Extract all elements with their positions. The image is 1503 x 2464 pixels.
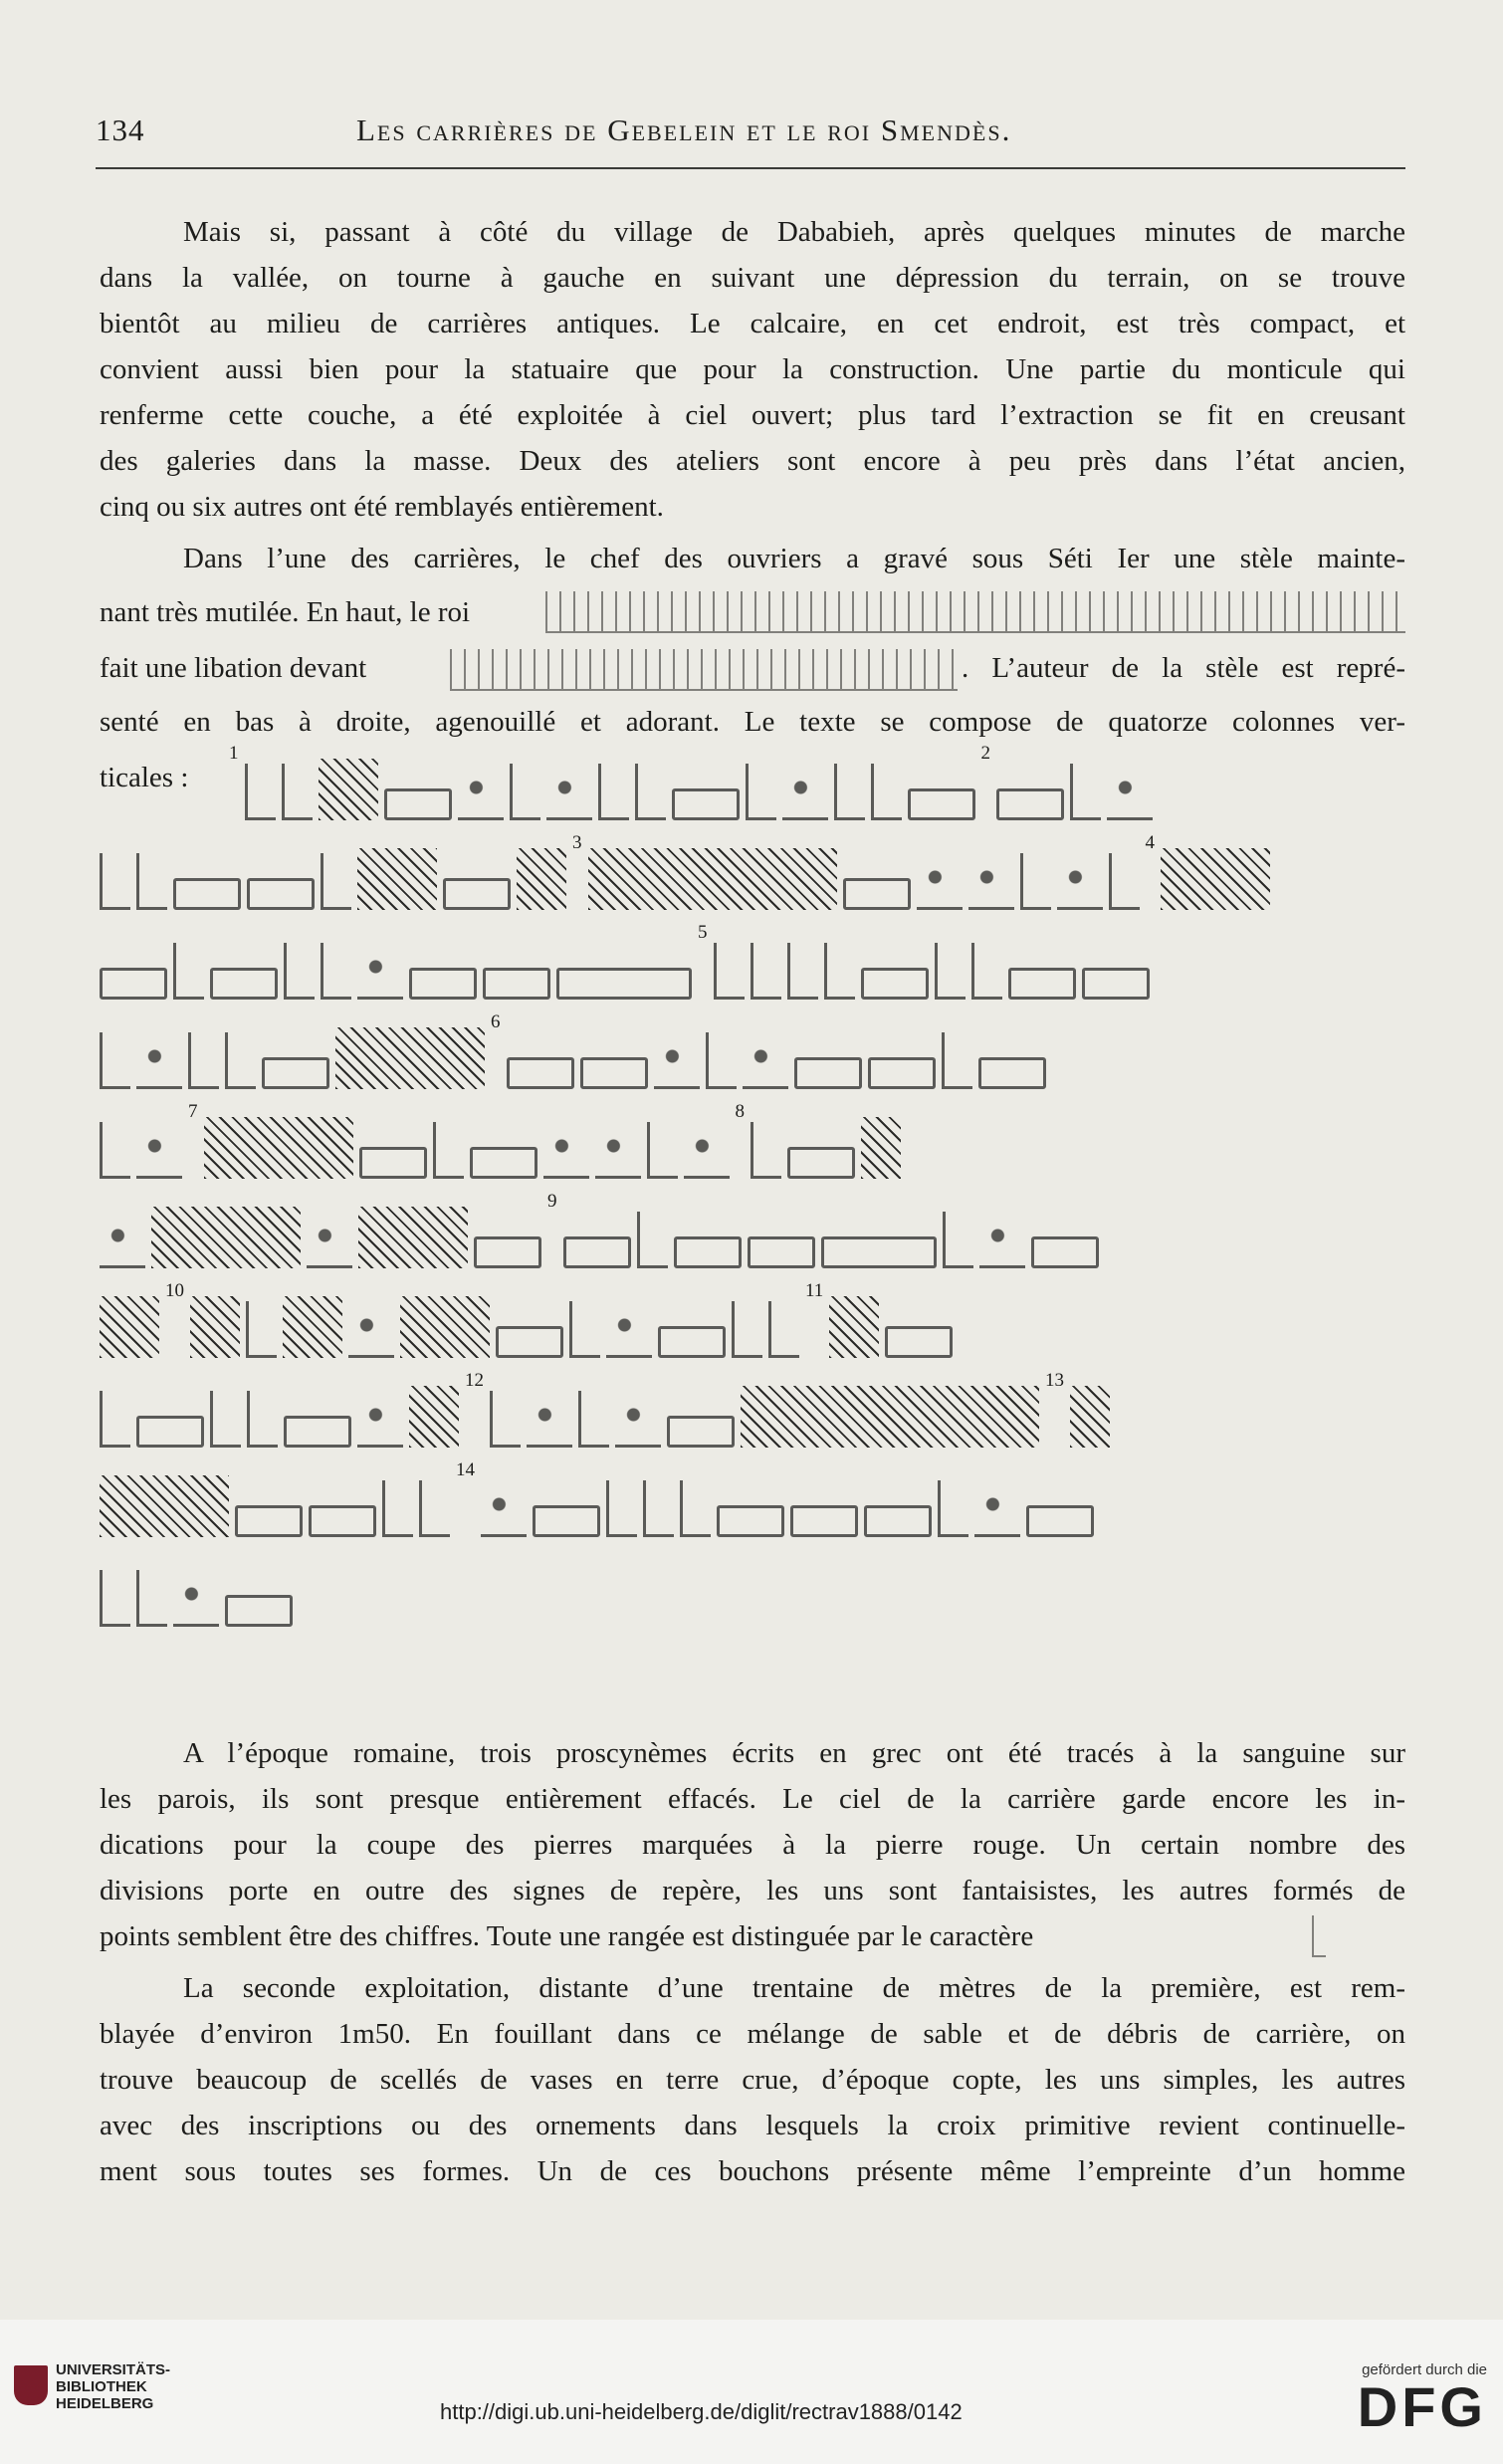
hieroglyph — [635, 764, 666, 820]
hieroglyph — [100, 1032, 130, 1089]
hieroglyph — [409, 968, 477, 1000]
hieroglyph — [173, 1574, 219, 1627]
paragraph-line: bientôt au milieu de carrières antiques. Le calcaire, en cet endroit, est très compact, et — [100, 308, 1405, 339]
lacuna — [335, 1027, 485, 1089]
hieroglyph — [861, 968, 929, 1000]
hieroglyph — [1082, 968, 1150, 1000]
hieroglyph — [563, 1236, 631, 1268]
hieroglyph — [136, 1570, 167, 1627]
hieroglyph — [871, 764, 902, 820]
hieroglyph — [732, 1301, 762, 1358]
paragraph-line: les parois, ils sont presque entièrement effacés. Le ciel de la carrière garde encore les in- — [100, 1783, 1405, 1815]
hieroglyph — [598, 764, 629, 820]
column-number: 10 — [165, 1280, 184, 1301]
hieroglyph — [834, 764, 865, 820]
lacuna — [861, 1117, 901, 1179]
hieroglyph — [247, 1391, 278, 1448]
hieroglyph — [282, 764, 313, 820]
lacuna — [151, 1207, 301, 1268]
hieroglyph — [284, 1416, 351, 1448]
paragraph-line: renferme cette couche, a été exploitée à ciel ouvert; plus tard l’extraction se fit en creusant — [100, 399, 1405, 431]
hiero-row — [100, 1101, 1405, 1179]
hiero-row — [229, 743, 1405, 820]
paragraph-line: points semblent être des chiffres. Toute une rangée est distinguée par le caractère — [100, 1920, 1034, 1952]
hieroglyph — [938, 1480, 968, 1537]
hieroglyph — [782, 768, 828, 820]
page-number: 134 — [96, 112, 145, 147]
hieroglyph — [210, 968, 278, 1000]
column-number: 8 — [735, 1101, 745, 1122]
paragraph-line: La seconde exploitation, distante d’une trentaine de mètres de la première, est rem- — [183, 1972, 1405, 2004]
hieroglyph — [654, 1036, 700, 1089]
inline-hieroglyphs-deity — [450, 649, 958, 691]
hieroglyph — [136, 1416, 204, 1448]
hieroglyph — [188, 1032, 219, 1089]
lacuna — [100, 1296, 159, 1358]
hieroglyph — [309, 1505, 376, 1537]
hieroglyph — [748, 1236, 815, 1268]
paragraph-line: convient aussi bien pour la statuaire que pour la construction. Une partie du monticule qui — [100, 353, 1405, 385]
hieroglyph — [246, 1301, 277, 1358]
column-number: 1 — [229, 743, 239, 764]
column-number: 12 — [465, 1370, 484, 1391]
hiero-row — [100, 1191, 1405, 1268]
hieroglyph — [262, 1057, 329, 1089]
lacuna — [283, 1296, 342, 1358]
hieroglyph — [667, 1416, 735, 1448]
hieroglyph — [787, 1147, 855, 1179]
hieroglyph — [768, 1301, 799, 1358]
hieroglyph — [527, 1395, 572, 1448]
hieroglyph — [225, 1595, 293, 1627]
hieroglyph — [100, 968, 167, 1000]
hieroglyph — [672, 788, 740, 820]
hieroglyph — [794, 1057, 862, 1089]
paragraph-line: divisions porte en outre des signes de repère, les uns sont fantaisistes, les autres formés de — [100, 1875, 1405, 1906]
hieroglyph — [510, 764, 540, 820]
column-number: 13 — [1045, 1370, 1064, 1391]
paragraph-line: Dans l’une des carrières, le chef des ouvriers a gravé sous Séti Ier une stèle mainte- — [183, 543, 1405, 574]
lacuna — [190, 1296, 240, 1358]
hieroglyph — [483, 968, 550, 1000]
hieroglyph — [543, 1126, 589, 1179]
hiero-row — [100, 922, 1405, 1000]
hieroglyph — [307, 1216, 352, 1268]
paragraph-line: cinq ou six autres ont été remblayés entièrement. — [100, 491, 664, 523]
hieroglyph — [885, 1326, 953, 1358]
paragraph-line: trouve beaucoup de scellés de vases en terre crue, d’époque copte, les uns simples, les autres — [100, 2064, 1405, 2096]
paragraph-line: blayée d’environ 1m50. En fouillant dans ce mélange de sable et de débris de carrière, on — [100, 2018, 1405, 2050]
hieroglyph — [580, 1057, 648, 1089]
hieroglyph — [1026, 1505, 1094, 1537]
hieroglyph — [357, 947, 403, 1000]
hieroglyph — [443, 878, 511, 910]
paragraph-line: dications pour la coupe des pierres marquées à la pierre rouge. Un certain nombre des — [100, 1829, 1405, 1861]
column-number: 6 — [491, 1011, 501, 1032]
hieroglyph — [210, 1391, 241, 1448]
hieroglyph — [569, 1301, 600, 1358]
hieroglyph — [321, 943, 351, 1000]
hieroglyph — [100, 853, 130, 910]
paragraph-line: Mais si, passant à côté du village de Dababieh, après quelques minutes de marche — [183, 216, 1405, 248]
running-title: Les carrières de Gebelein et le roi Smendès. — [356, 112, 1012, 147]
hieroglyph — [247, 878, 315, 910]
lacuna — [357, 848, 437, 910]
hieroglyph — [868, 1057, 936, 1089]
paragraph-line: senté en bas à droite, agenouillé et adorant. Le texte se compose de quatorze colonnes ver- — [100, 706, 1405, 738]
hieroglyph — [647, 1122, 678, 1179]
hiero-row — [100, 1459, 1405, 1537]
hieroglyph — [100, 1391, 130, 1448]
hieroglyph — [746, 764, 776, 820]
hieroglyph — [100, 1570, 130, 1627]
hieroglyph — [935, 943, 966, 1000]
hieroglyph — [968, 857, 1014, 910]
shield-icon — [14, 2365, 48, 2405]
lacuna — [588, 848, 837, 910]
lacuna — [829, 1296, 879, 1358]
hieroglyph — [717, 1505, 784, 1537]
paragraph-line: ment sous toutes ses formes. Un de ces bouchons présente même l’empreinte d’un homme — [100, 2155, 1405, 2187]
hieroglyph — [225, 1032, 256, 1089]
hieroglyph — [481, 1484, 527, 1537]
hieroglyph — [864, 1505, 932, 1537]
hieroglyph — [348, 1305, 394, 1358]
lacuna — [204, 1117, 353, 1179]
paragraph-line: . L’auteur de la stèle est repré- — [962, 652, 1405, 684]
paragraph-line: ticales : — [100, 762, 189, 793]
hieroglyph — [843, 878, 911, 910]
paragraph-line: nant très mutilée. En haut, le roi — [100, 596, 471, 628]
hieroglyph — [419, 1480, 450, 1537]
hieroglyph — [643, 1480, 674, 1537]
hieroglyph — [674, 1236, 742, 1268]
hieroglyph — [1020, 853, 1051, 910]
hieroglyph — [470, 1147, 537, 1179]
hieroglyph — [790, 1505, 858, 1537]
funder-name: DFG — [1357, 2375, 1487, 2438]
hieroglyph — [743, 1036, 788, 1089]
hieroglyph — [357, 1395, 403, 1448]
university-library-logo[interactable] — [14, 2361, 171, 2441]
hieroglyph — [1008, 968, 1076, 1000]
hieroglyph — [908, 788, 975, 820]
hieroglyph — [490, 1391, 521, 1448]
hieroglyph — [595, 1126, 641, 1179]
lacuna — [741, 1386, 1039, 1448]
hieroglyph — [136, 853, 167, 910]
hieroglyph — [996, 788, 1064, 820]
hiero-row — [100, 1011, 1405, 1089]
lacuna — [400, 1296, 490, 1358]
hieroglyph — [714, 943, 745, 1000]
column-number: 11 — [805, 1280, 824, 1301]
lacuna — [358, 1207, 468, 1268]
column-number: 5 — [698, 922, 708, 943]
funder-caption: gefördert durch die — [1362, 2361, 1487, 2378]
hieroglyph — [706, 1032, 737, 1089]
hieroglyph — [637, 1212, 668, 1268]
paragraph-line: dans la vallée, on tourne à gauche en suivant une dépression du terrain, on se trouve — [100, 262, 1405, 294]
hieroglyph — [507, 1057, 574, 1089]
hieroglyph — [974, 1484, 1020, 1537]
hieroglyph — [971, 943, 1002, 1000]
hieroglyph — [384, 788, 452, 820]
hieroglyph — [458, 768, 504, 820]
hieroglyph — [578, 1391, 609, 1448]
lacuna — [1070, 1386, 1110, 1448]
hieroglyph — [751, 1122, 781, 1179]
lacuna — [1161, 848, 1270, 910]
hieroglyph — [136, 1126, 182, 1179]
hieroglyph — [658, 1326, 726, 1358]
digitization-footer — [0, 2320, 1503, 2464]
hieroglyph — [533, 1505, 600, 1537]
header-rule — [96, 167, 1405, 169]
lacuna — [409, 1386, 459, 1448]
hieroglyph — [1031, 1236, 1099, 1268]
hieroglyph — [546, 768, 592, 820]
hieroglyph — [284, 943, 315, 1000]
hieroglyph — [606, 1305, 652, 1358]
hieroglyph — [787, 943, 818, 1000]
permalink[interactable]: http://digi.ub.uni-heidelberg.de/diglit/rectrav1888/0142 — [440, 2399, 963, 2424]
hieroglyph — [824, 943, 855, 1000]
column-number: 4 — [1145, 832, 1155, 853]
column-number: 7 — [188, 1101, 198, 1122]
paragraph-line: fait une libation devant — [100, 652, 367, 684]
hieroglyph — [474, 1236, 541, 1268]
hieroglyph — [1109, 853, 1140, 910]
library-name: UNIVERSITÄTS- BIBLIOTHEK HEIDELBERG — [56, 2361, 171, 2412]
hieroglyph — [978, 1057, 1046, 1089]
cartouche — [821, 1236, 937, 1268]
hieroglyph — [321, 853, 351, 910]
lacuna — [100, 1475, 229, 1537]
hieroglyph — [100, 1122, 130, 1179]
hieroglyph — [173, 878, 241, 910]
hieroglyph — [917, 857, 963, 910]
funder-logo[interactable] — [1318, 2361, 1487, 2451]
hiero-row — [100, 1280, 1405, 1358]
hiero-row — [100, 1555, 299, 1627]
hieroglyph — [382, 1480, 413, 1537]
hieroglyph — [173, 943, 204, 1000]
hieroglyph — [359, 1147, 427, 1179]
hiero-row — [100, 1370, 1405, 1448]
hieroglyph — [100, 1216, 145, 1268]
paragraph-line: avec des inscriptions ou des ornements dans lesquels la croix primitive revient continuelle- — [100, 2110, 1405, 2141]
running-header — [96, 112, 1405, 156]
inline-hieroglyph-sign — [1312, 1915, 1326, 1957]
hieroglyph — [496, 1326, 563, 1358]
paragraph-line: A l’époque romaine, trois proscynèmes écrits en grec ont été tracés à la sanguine sur — [183, 1737, 1405, 1769]
hieroglyphic-inscription — [100, 743, 1405, 1694]
paragraph-line: des galeries dans la masse. Deux des ateliers sont encore à peu près dans l’état ancien, — [100, 445, 1405, 477]
hiero-row — [100, 832, 1405, 910]
hieroglyph — [751, 943, 781, 1000]
hieroglyph — [433, 1122, 464, 1179]
column-number: 14 — [456, 1459, 475, 1480]
inline-hieroglyphs-king-cartouches — [545, 591, 1405, 633]
hieroglyph — [245, 764, 276, 820]
hieroglyph — [979, 1216, 1025, 1268]
column-number: 9 — [547, 1191, 557, 1212]
hieroglyph — [680, 1480, 711, 1537]
lacuna — [319, 759, 378, 820]
hieroglyph — [615, 1395, 661, 1448]
hieroglyph — [606, 1480, 637, 1537]
hieroglyph — [943, 1212, 973, 1268]
column-number: 2 — [980, 743, 990, 764]
column-number: 3 — [572, 832, 582, 853]
hieroglyph — [235, 1505, 303, 1537]
hieroglyph — [136, 1036, 182, 1089]
hieroglyph — [684, 1126, 730, 1179]
cartouche — [556, 968, 692, 1000]
hieroglyph — [1057, 857, 1103, 910]
hieroglyph — [1070, 764, 1101, 820]
lacuna — [517, 848, 566, 910]
hieroglyph — [1107, 768, 1153, 820]
hieroglyph — [942, 1032, 972, 1089]
